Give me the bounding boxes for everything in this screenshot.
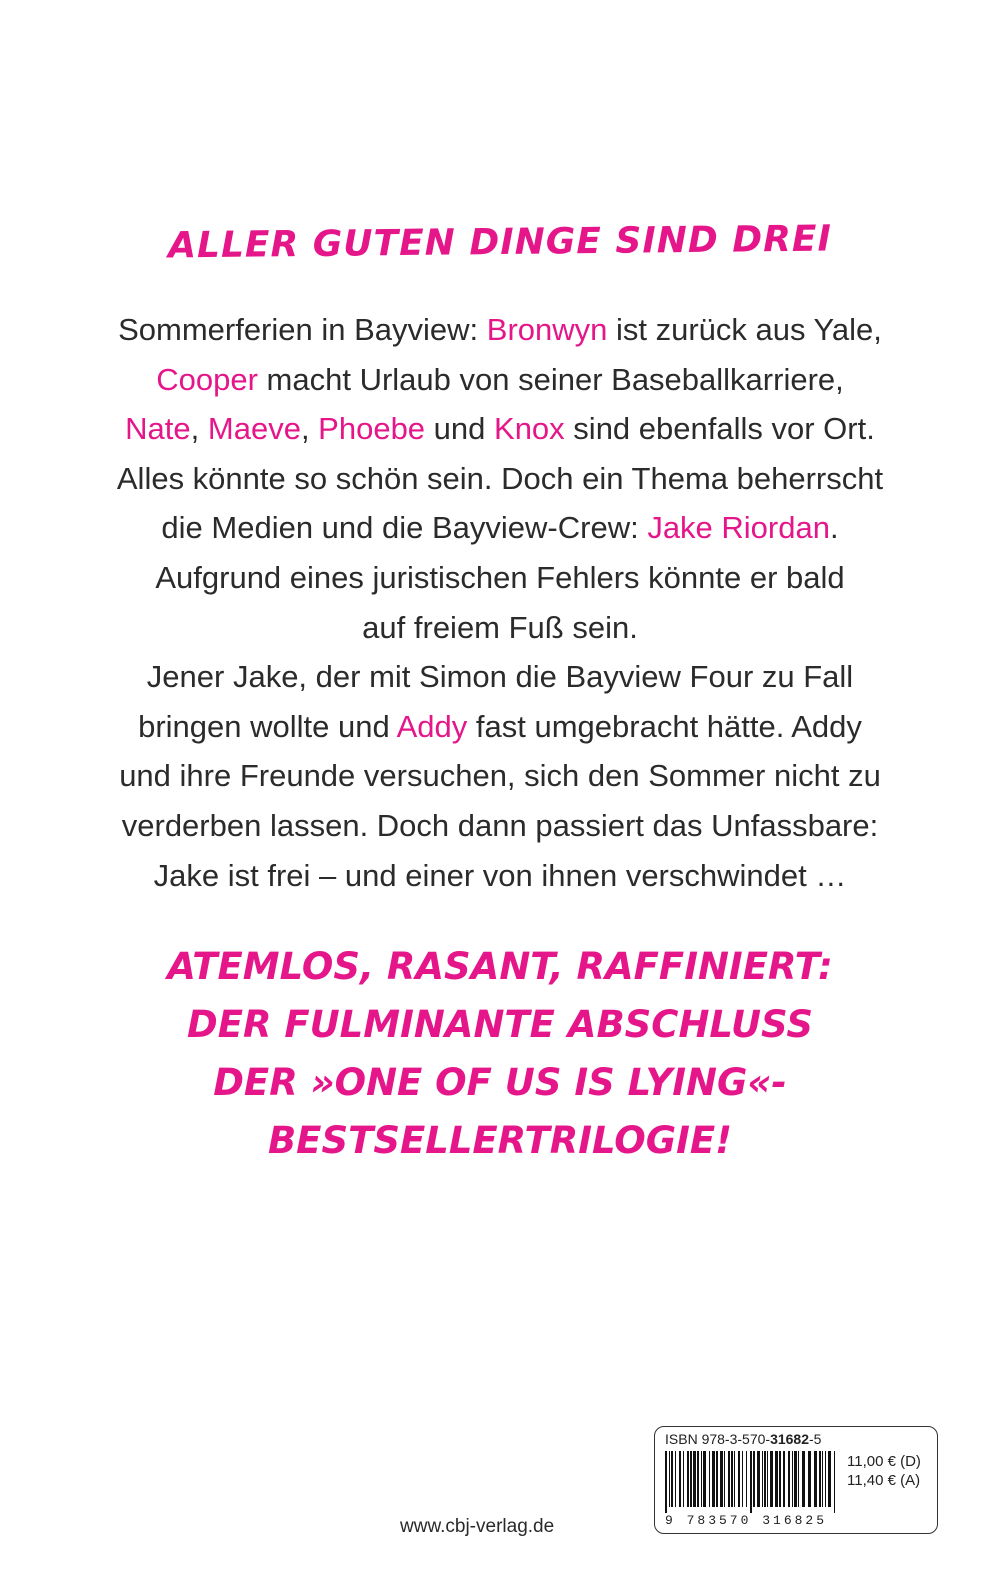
blurb-line [60, 751, 940, 801]
tagline-line: ATEMLOS, RASANT, RAFFINIERT: [167, 945, 833, 988]
blurb-fragment: , [190, 411, 208, 447]
character-name: Maeve [207, 411, 301, 447]
price-austria: 11,40 € (A) [847, 1472, 921, 1489]
character-name: Jake Riordan [647, 510, 830, 546]
blurb-fragment: Jake ist frei – und einer von ihnen verschwindet … [153, 857, 847, 893]
blurb-fragment: auf freiem Fuß sein. [362, 609, 638, 645]
blurb-line [60, 404, 940, 454]
blurb-line [60, 553, 940, 603]
character-name: Bronwyn [486, 312, 608, 347]
blurb-line [60, 702, 940, 752]
character-name: Nate [125, 411, 191, 447]
blurb-line [60, 503, 940, 553]
blurb-fragment: verderben lassen. Doch dann passiert das Unfassbare: [121, 807, 879, 843]
blurb-fragment: und [425, 411, 495, 447]
tagline-line: DER »ONE OF US IS LYING«- [213, 1061, 787, 1104]
blurb-fragment: Alles könnte so schön sein. Doch ein Thema beherrscht [116, 460, 884, 496]
blurb-fragment: Aufgrund eines juristischen Fehlers könnte er bald [155, 559, 845, 595]
blurb-fragment: macht Urlaub von seiner Baseballkarriere, [257, 361, 844, 397]
character-name: Knox [494, 411, 565, 447]
tagline-line: DER FULMINANTE ABSCHLUSS [187, 1003, 813, 1046]
blurb-line [60, 801, 940, 851]
blurb-fragment: Sommerferien in Bayview: [118, 312, 487, 347]
blurb-text [60, 305, 940, 900]
tagline-line: BESTSELLERTRILOGIE! [267, 1119, 733, 1162]
blurb-line [60, 355, 940, 405]
blurb-fragment: Jener Jake, der mit Simon die Bayview Four zu Fall [146, 659, 854, 695]
publisher-website: www.cbj-verlag.de [400, 1516, 555, 1537]
blurb-fragment: die Medien und die Bayview-Crew: [161, 510, 648, 546]
blurb-line [60, 603, 940, 653]
blurb-fragment: , [300, 411, 319, 447]
barcode-icon [663, 1451, 841, 1513]
headline: ALLER GUTEN DINGE SIND DREI [167, 218, 833, 267]
blurb-line [60, 305, 940, 355]
character-name: Addy [396, 708, 468, 744]
blurb-line [60, 454, 940, 504]
blurb-fragment: und ihre Freunde versuchen, sich den Sommer nicht zu [119, 758, 881, 794]
barcode-digits: 9 783570 316825 [665, 1513, 828, 1528]
character-name: Cooper [156, 361, 258, 397]
blurb-line [60, 851, 940, 901]
blurb-fragment: bringen wollte und [138, 708, 397, 744]
blurb-line [60, 652, 940, 702]
isbn-label: ISBN 978-3-570-31682-5 [665, 1431, 822, 1447]
blurb-fragment: . [829, 510, 839, 546]
blurb-fragment: ist zurück aus Yale, [607, 312, 882, 347]
price-germany: 11,00 € (D) [847, 1453, 921, 1470]
blurb-fragment: sind ebenfalls vor Ort. [564, 411, 875, 447]
character-name: Phoebe [318, 411, 426, 447]
blurb-fragment: fast umgebracht hätte. Addy [467, 708, 862, 744]
tagline [0, 938, 1000, 1170]
barcode-box [654, 1426, 938, 1534]
